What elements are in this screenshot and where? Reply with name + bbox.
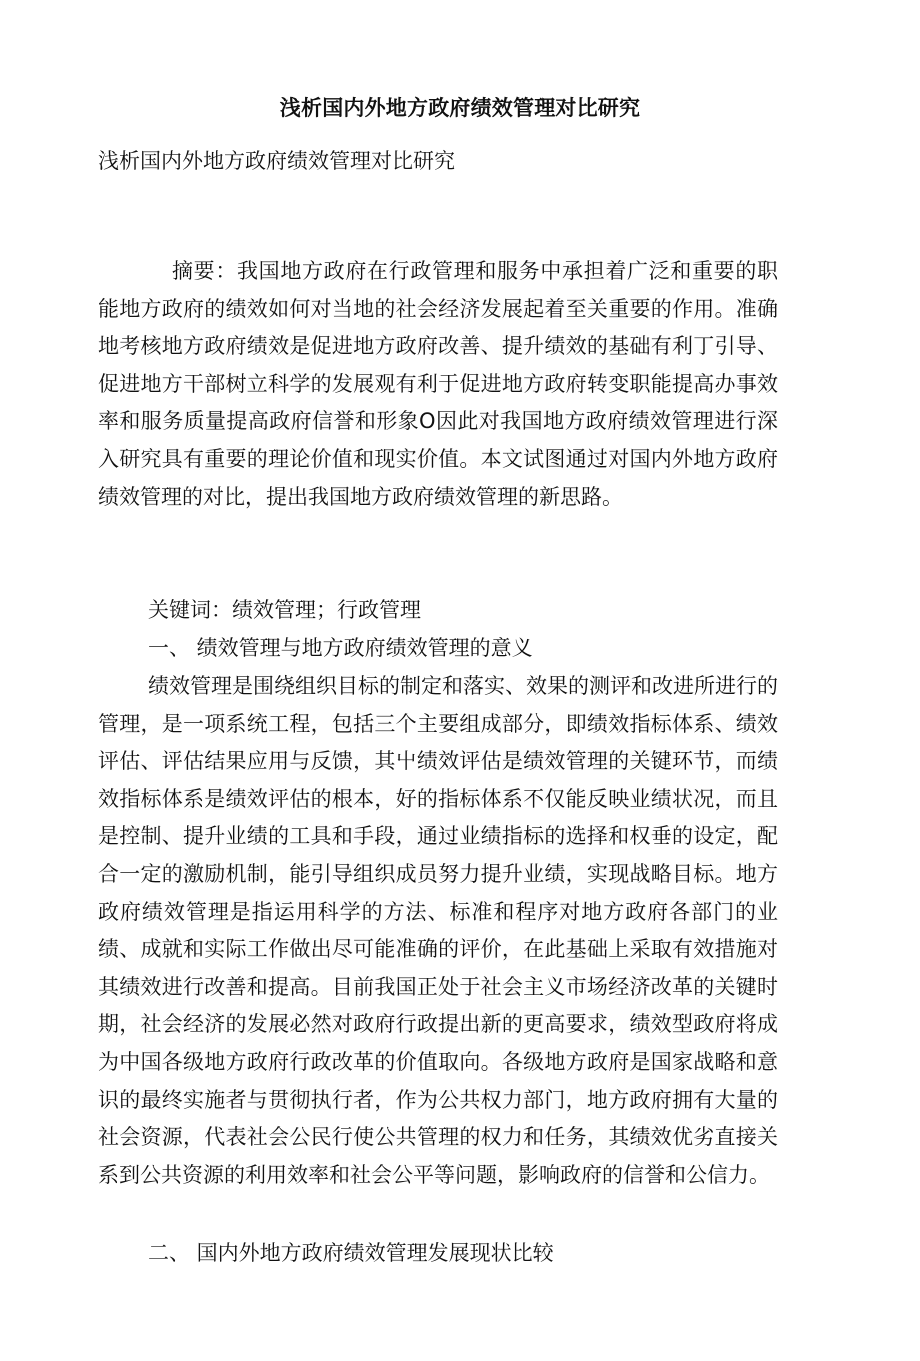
- document-subtitle: 浅析国内外地方政府绩效管理对比研究: [98, 149, 455, 173]
- keywords-line: 关键词：绩效管理；行政管理: [148, 598, 421, 622]
- abstract-paragraph: 摘要：我国地方政府在行政管理和服务中承担着广泛和重要的职能地方政府的绩效如何对当地的社会经济发展起着至关重要的作用。准确地考核地方政府绩效是促进地方政府改善、提升绩效的基础有利丁引导、促进地方干部树立科学的发展观有利于促进地方政府转变职能提高办事效率和服务质量提高政府信誉和形象O因此对我国地方政府绩效管理进行深入研究具有重要的理论价值和现实价值。本文试图通过对国内外地方政府绩效管理的对比，提出我国地方政府绩效管理的新思路。: [98, 259, 778, 509]
- section-heading-2: 二、 国内外地方政府绩效管理发展现状比较: [148, 1241, 554, 1265]
- document-title: 浅析国内外地方政府绩效管理对比研究: [279, 96, 641, 120]
- section-heading-1: 一、 绩效管理与地方政府绩效管理的意义: [148, 636, 533, 660]
- section-body-1: 绩效管理是围绕组织目标的制定和落实、效果的测评和改进所进行的管理，是一项系统工程，包括三个主要组成部分，即绩效指标体系、绩效评估、评估结果应用与反馈，其屮绩效评估是绩效管理的关键环节，而绩效指标体系是绩效评估的根本，好的指标体系不仅能反映业绩状况，而且是控制、提升业绩的工具和手段，通过业绩指标的选择和权垂的设定，配合一定的激励机制，能引导组织成员努力提升业绩，实现战略目标。地方政府绩效管理是指运用科学的方法、标准和程序对地方政府各部门的业绩、成就和实际工作做出尽可能准确的评价，在此基础上采取有效措施对其绩效进行改善和提高。目前我国正处于社会主义市场经济改革的关键时期，社会经济的发展必然对政府行政提出新的更高要求，绩效型政府将成为中国各级地方政府行政改革的价值取向。各级地方政府是国家战略和意识的最终实施者与贯彻执行者，作为公共权力部门，地方政府拥有大量的社会资源，代表社会公民行使公共管理的权力和任务，其绩效优劣直接关系到公共资源的利用效率和社会公平等问题，影响政府的信誉和公信力。: [98, 674, 778, 1187]
